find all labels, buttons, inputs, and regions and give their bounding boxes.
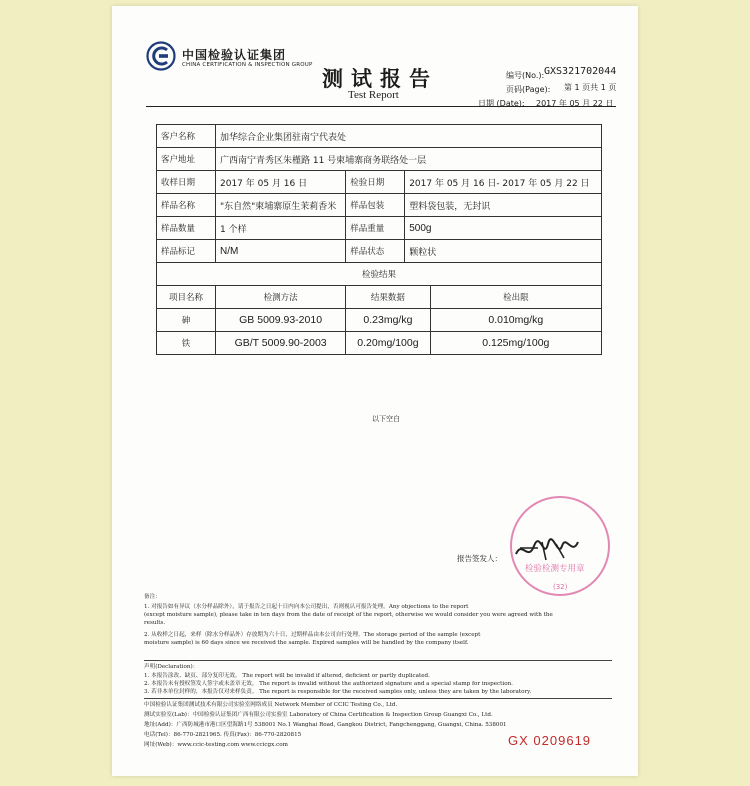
results-section-title: 检验结果 bbox=[157, 263, 602, 286]
date-label: 日期 (Date): bbox=[478, 99, 525, 108]
state-value: 颗粒状 bbox=[405, 240, 602, 263]
footer-line: 测试实验室(Lab)：中国检验认证集团广西有限公司实验室 Laboratory of China Certification & Inspection Group Guangxi Co., Ltd. bbox=[144, 712, 493, 718]
report-table bbox=[156, 124, 602, 355]
col-limit: 检出限 bbox=[430, 286, 601, 309]
report-title-en: Test Report bbox=[348, 89, 399, 101]
date-value: 2017 年 05 月 22 日 bbox=[536, 99, 614, 108]
declaration-title: 声明(Declaration)： bbox=[144, 664, 199, 670]
remark-line: results. bbox=[144, 620, 166, 626]
footer-line: 网址(Web)：www.ccic-testing.com www.ccicgx.com bbox=[144, 742, 288, 748]
stamp-code: (32) bbox=[553, 583, 568, 591]
declaration-line: 2. 本报告未有授权签发人签字或未盖章无效。 The report is invalid without the authorized signature and a special stamp for inspection. bbox=[144, 681, 513, 687]
col-result: 结果数据 bbox=[346, 286, 430, 309]
report-no-label: 编号(No.): bbox=[506, 71, 545, 80]
report-title-cn: 测试报告 bbox=[322, 67, 438, 91]
remark-line: (except moisture sample), please take in ten days from the date of receipt of the report, otherwise we would consider you were agreed with the bbox=[144, 612, 553, 618]
package-value: 塑料袋包装，无封识 bbox=[405, 194, 602, 217]
quantity-label: 样品数量 bbox=[157, 217, 216, 240]
result-value: 0.20mg/100g bbox=[346, 332, 430, 355]
org-name-en: CHINA CERTIFICATION & INSPECTION GROUP bbox=[182, 62, 313, 68]
received-date-label: 收样日期 bbox=[157, 171, 216, 194]
results-header-row bbox=[157, 286, 602, 309]
address-label: 客户地址 bbox=[157, 148, 216, 171]
result-item: 砷 bbox=[157, 309, 216, 332]
test-date-label: 检验日期 bbox=[346, 171, 405, 194]
col-item-name: 项目名称 bbox=[157, 286, 216, 309]
footer-divider bbox=[144, 698, 612, 699]
remark-line: moisture sample) is 60 days since we received the sample. Expired samples will be handled by the company itself. bbox=[144, 640, 469, 646]
table-row bbox=[157, 309, 602, 332]
handwritten-signature bbox=[512, 534, 582, 566]
stamp-text: 检验检测专用章 bbox=[525, 564, 585, 574]
page-label: 页码(Page): bbox=[506, 85, 551, 94]
serial-number bbox=[508, 733, 591, 748]
weight-label: 样品重量 bbox=[346, 217, 405, 240]
serial-prefix: GX bbox=[508, 733, 529, 748]
mark-label: 样品标记 bbox=[157, 240, 216, 263]
remarks-title: 备注： bbox=[144, 594, 161, 600]
result-limit: 0.125mg/100g bbox=[430, 332, 601, 355]
declaration-line: 1. 本报告涂改、缺页、部分复印无效。 The report will be invalid if altered, deficient or partly duplicated. bbox=[144, 673, 430, 679]
ccic-logo-icon bbox=[146, 41, 176, 71]
signer-label: 报告签发人： bbox=[457, 554, 502, 563]
page-value: 第 1 页共 1 页 bbox=[564, 83, 617, 92]
org-name-cn: 中国检验认证集团 bbox=[182, 48, 287, 62]
quantity-value: 1 个样 bbox=[216, 217, 346, 240]
table-row bbox=[157, 332, 602, 355]
serial-digits: 0209619 bbox=[533, 733, 592, 748]
state-label: 样品状态 bbox=[346, 240, 405, 263]
report-page bbox=[112, 6, 638, 776]
notes-divider bbox=[144, 660, 612, 661]
result-method: GB/T 5009.90-2003 bbox=[216, 332, 346, 355]
declaration-line: 3. 若非本单位封样的，本报告仅对来样负责。 The report is responsible for the received samples only, unless they are taken by the laboratory. bbox=[144, 689, 532, 695]
report-no: GXS321702044 bbox=[544, 66, 617, 77]
weight-value: 500g bbox=[405, 217, 602, 240]
header-divider bbox=[146, 106, 616, 107]
result-method: GB 5009.93-2010 bbox=[216, 309, 346, 332]
result-value: 0.23mg/kg bbox=[346, 309, 430, 332]
footer-line: 电话(Tel)：86-770-2821965. 传真(Fax)：86-770-2820815 bbox=[144, 732, 302, 738]
test-date-value: 2017 年 05 月 16 日- 2017 年 05 月 22 日 bbox=[405, 171, 602, 194]
client-value: 加华综合企业集团驻南宁代表处 bbox=[216, 125, 602, 148]
mark-value: N/M bbox=[216, 240, 346, 263]
result-item: 铁 bbox=[157, 332, 216, 355]
client-label: 客户名称 bbox=[157, 125, 216, 148]
remark-line: 2. 从收样之日起，来样（除水分样品外）存放期为六十日，过期样品由本公司自行处理。The storage period of the sample (except bbox=[144, 632, 481, 638]
received-date-value: 2017 年 05 月 16 日 bbox=[216, 171, 346, 194]
address-value: 广西南宁青秀区朱槿路 11 号柬埔寨商务联络处一层 bbox=[216, 148, 602, 171]
sample-name-label: 样品名称 bbox=[157, 194, 216, 217]
result-limit: 0.010mg/kg bbox=[430, 309, 601, 332]
sample-name-value: "东自然"柬埔寨原生茉莉香米 bbox=[216, 194, 346, 217]
blank-below-note: 以下空白 bbox=[372, 415, 400, 423]
footer-line: 中国检验认证集团测试技术有限公司实验室网络成员 Network Member of CCIC Testing Co., Ltd. bbox=[144, 702, 398, 708]
col-method: 检测方法 bbox=[216, 286, 346, 309]
remark-line: 1. 对报告如有异议（水分样品除外），请于报告之日起十日内向本公司提出，否则视认可报告处理。Any objections to the report bbox=[144, 604, 469, 610]
footer-line: 地址(Add)：广西防城港市港口区望海路1号 538001 No.1 Wanghai Road, Gangkou District, Fangchenggang, Guangxi, China. 538001 bbox=[144, 722, 507, 728]
package-label: 样品包装 bbox=[346, 194, 405, 217]
